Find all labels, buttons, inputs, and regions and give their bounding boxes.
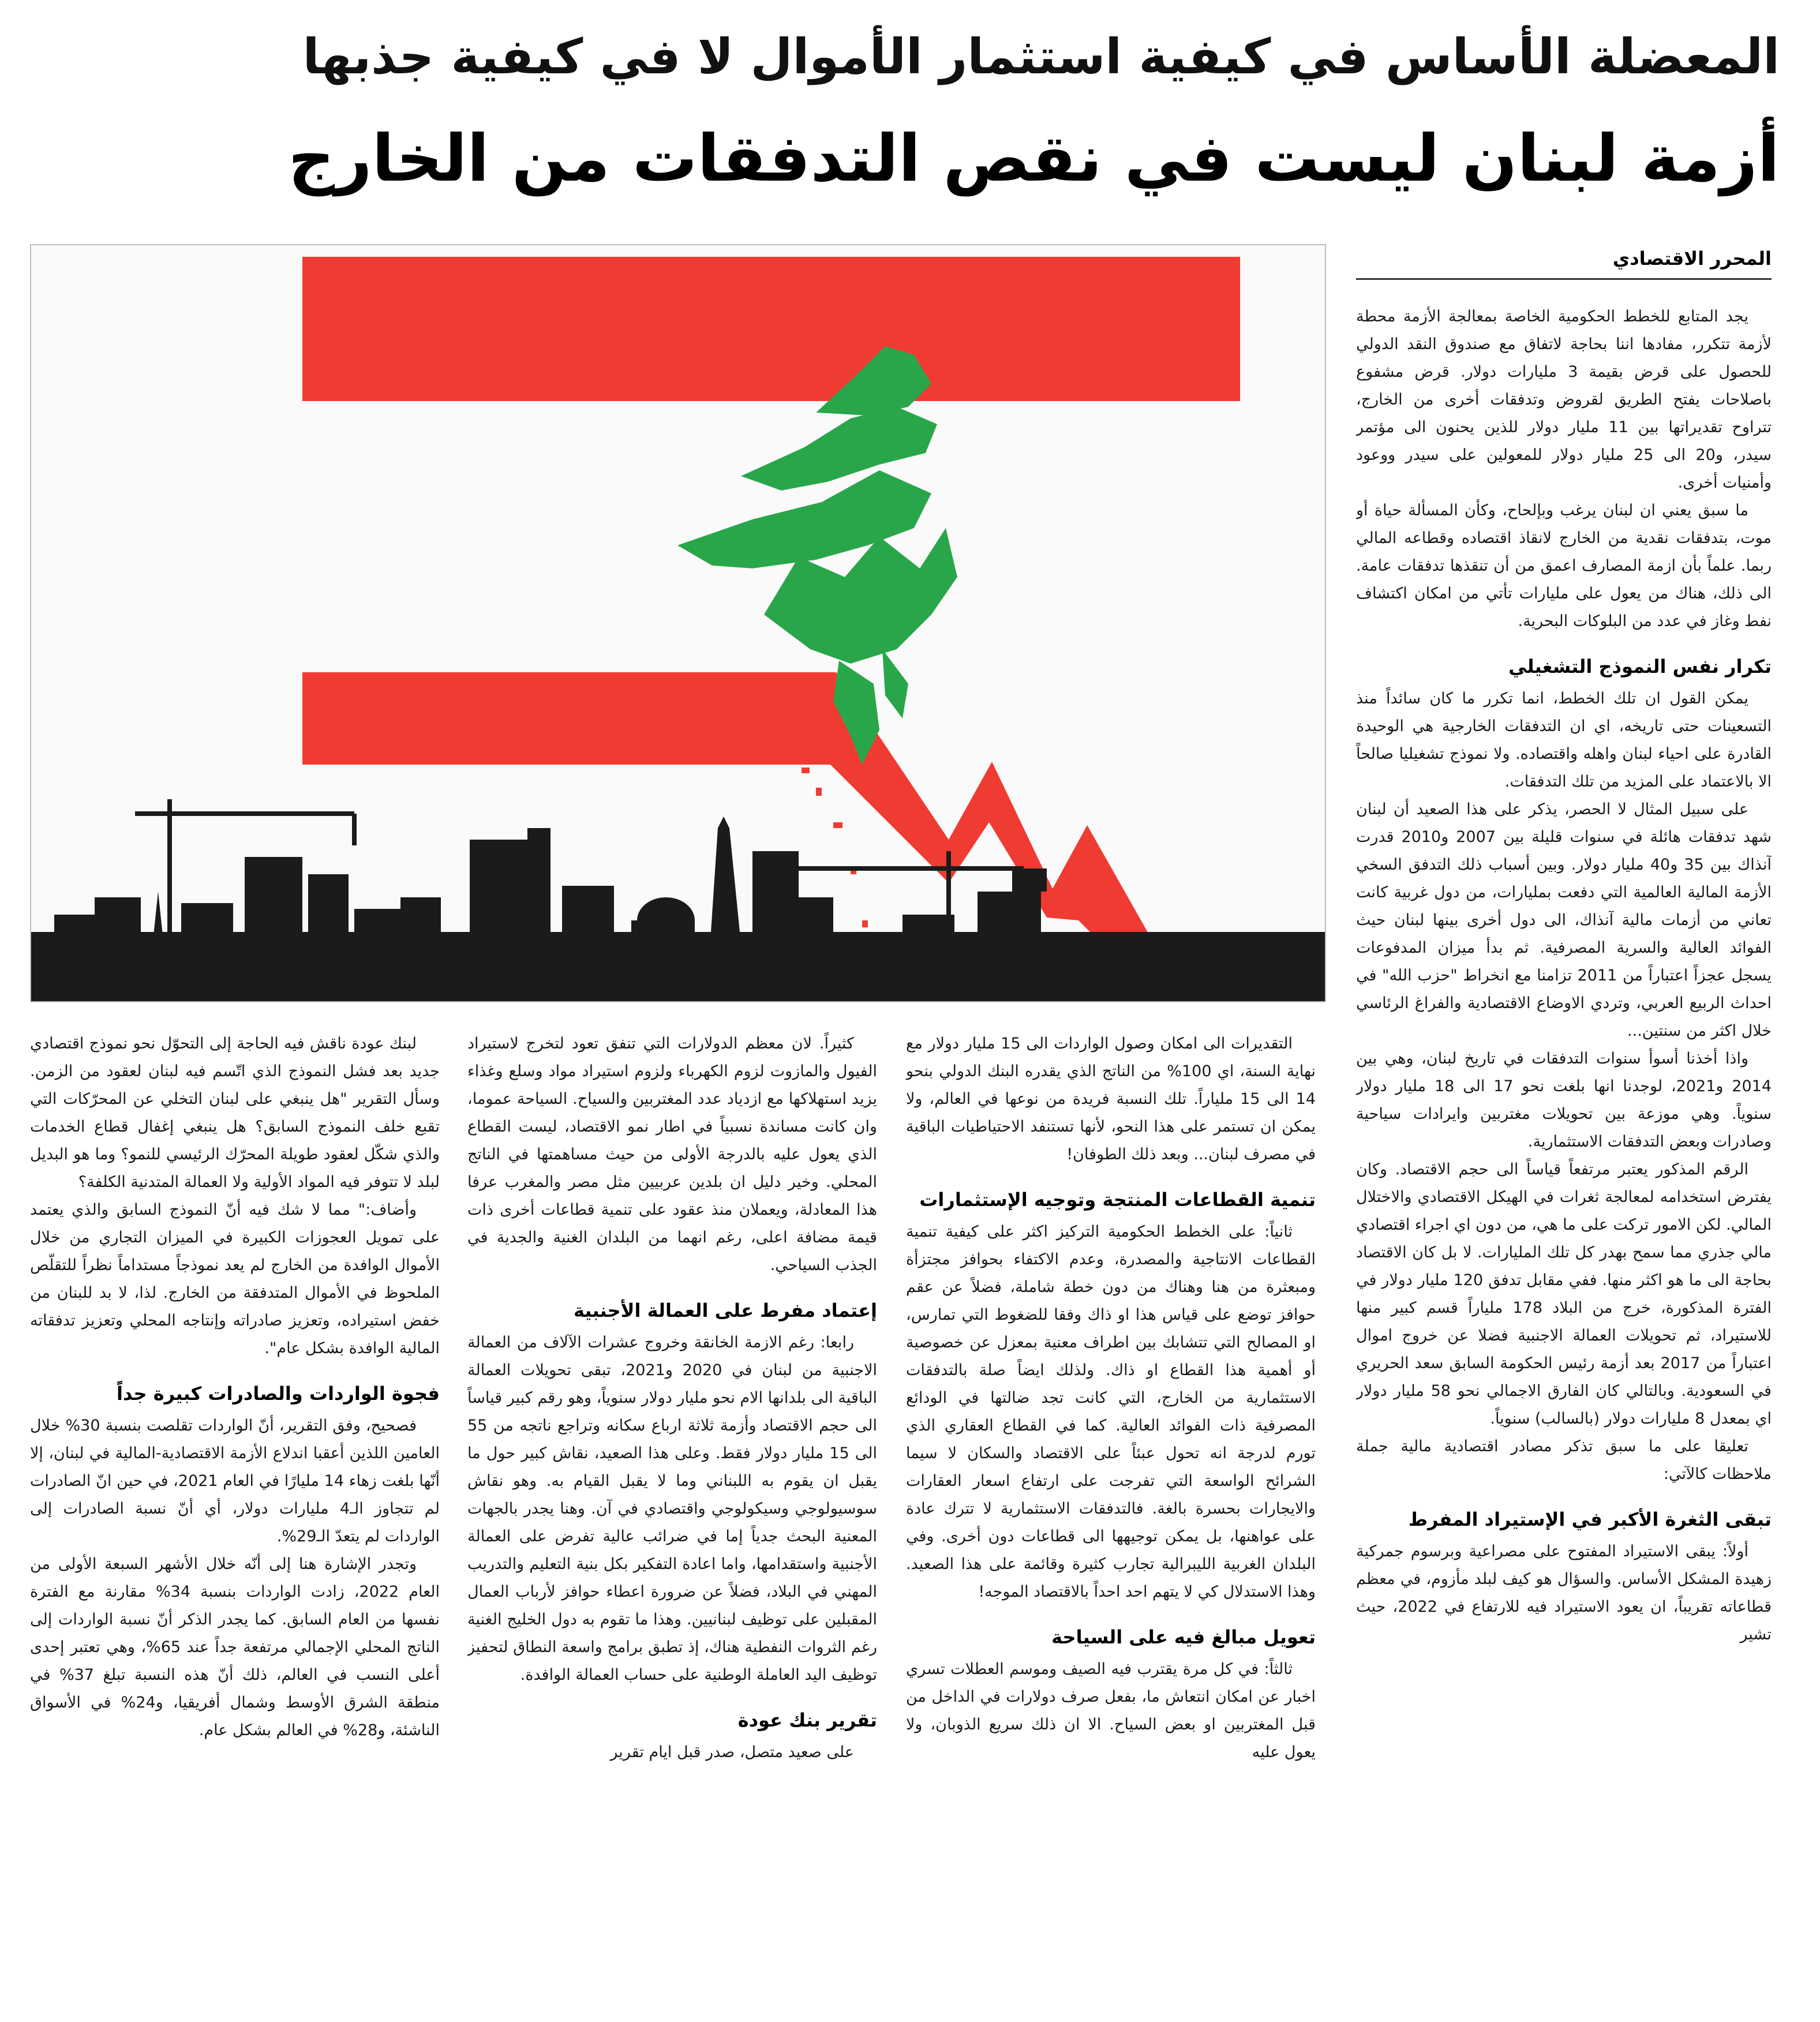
paragraph: التقديرات الى امكان وصول الواردات الى 15 مليار دولار مع نهاية السنة، اي 100% من الناتج الذي يقدره البنك الدولي بنحو 14 الى 15 ملياراً. تلك النسبة فريدة من نوعها في العالم، ولا يمكن ان تستمر على هذا النحو، لأنها تستنفد الاحتياطيات الباقية في مصرف لبنان... وبعد ذلك الطوفان! <box>906 1035 1316 1163</box>
paragraph: رابعا: رغم الازمة الخانقة وخروج عشرات الآلاف من العمالة الاجنبية من لبنان في 2020 و2021، تبقى تحويلات العمالة الباقية الى بلدانها الام نحو مليار دولار سنوياً، وهو رقم كبير قياساً الى حجم الاقتصاد وأزمة ثلاثة ارباع سكانه وتراجع ناتجه من 55 الى 15 مليار دولار فقط. وعلى هذا الصعيد، نقاش كبير حول ما يقبل ان يقوم به اللبناني وما لا يقبل القيام به. وهو نقاش سوسيولوجي وسيكولوجي واقتصادي في آن. وهنا يجدر بالجهات المعنية البحث جدياً إما في ضرائب عالية تفرض على العمالة الأجنبية واستقدامها، واما اعادة التفكير بكل بنية التعليم والتدريب المهني في البلاد، فضلاً عن ضرورة اعطاء حوافز لأرباب العمال المقبلين على توظيف لبنانيين. وهذا ما تقوم به دول الخليج الغنية رغم الثروات النفطية هناك، إذ تطبق برامج واسعة النطاق لتحفيز توظيف اليد العاملة الوطنية على حساب العمالة الوافدة. <box>467 1334 877 1684</box>
byline-container <box>1356 242 1772 280</box>
column-4 <box>30 1030 440 2005</box>
paragraph: ما سبق يعني ان لبنان يرغب وبإلحاح، وكأن المسألة حياة أو موت، بتدفقات نقدية من الخارج لانقاذ اقتصاده وقطاعه المالي ربما. علماً بأن ازمة المصارف اعمق من أن تنقذها تدفقات عامة. الى ذلك، هناك من يعول على مليارات تأتي من امكان اكتشاف نفط وغاز في عدد من البلوكات البحرية. <box>1356 501 1772 630</box>
byline: المحرر الاقتصادي <box>1612 248 1772 269</box>
column-1 <box>1356 242 1772 2008</box>
paragraph: ثالثاً: في كل مرة يقترب فيه الصيف وموسم العطلات تسري اخبار عن امكان انتعاش ما، بفعل صرف دولارات في الداخل من قبل المغتربين او بعض السياح. الا ان ذلك سريع الذوبان، ولا يعول عليه <box>906 1660 1316 1761</box>
paragraph: لبنك عودة ناقش فيه الحاجة إلى التحوّل نحو نموذج اقتصادي جديد بعد فشل النموذج الذي اتّسم فيه لبنان لعقود من الزمن. وسأل التقرير "هل ينبغي على لبنان التخلي عن المحرّكات التي تقبع خلف النموذج السابق؟ هل ينبغي إغفال قطاع الخدمات والذي شكّل لعقود طويلة المحرّك الرئيسي للنمو؟ وما هو البديل لبلد لا تتوفر فيه المواد الأولية ولا العمالة المتدنية الكلفة؟ <box>30 1035 440 1191</box>
section-heading: تبقى الثغرة الأكبر في الإستيراد المفرط <box>1408 1508 1772 1530</box>
article-kicker: المعضلة الأساس في كيفية استثمار الأموال لا في كيفية جذبها <box>302 28 1780 85</box>
column-2 <box>906 1030 1316 2005</box>
paragraph: على سبيل المثال لا الحصر، يذكر على هذا الصعيد أن لبنان شهد تدفقات هائلة في سنوات قليلة بين 2007 و2010 قدرت آنذاك بين 35 و40 مليار دولار. وبين أسباب ذلك التدفق السخي الأزمة المالية العالمية التي دفعت بمليارات، من دول غربية كانت تعاني من أزمات مالية آنذاك، الى دول أخرى بينها لبنان حيث الفوائد العالية والسرية المصرفية. ثم بدأ ميزان المدفوعات يسجل عجزاً اعتباراً من 2011 تزامنا مع انخراط "حزب الله" في احداث الربيع العربي، وتردي الاوضاع الاقتصادية والفراغ الرئاسي خلال اكثر من سنتين... <box>1356 800 1772 1040</box>
section-heading: تكرار نفس النموذج التشغيلي <box>1508 656 1772 677</box>
section-heading: تعويل مبالغ فيه على السياحة <box>1051 1626 1316 1648</box>
paragraph: تعليقا على ما سبق تذكر مصادر اقتصادية مالية جملة ملاحظات كالآتي: <box>1356 1437 1772 1483</box>
paragraph: فصحيح، وفق التقرير، أنّ الواردات تقلصت بنسبة 30% خلال العامين اللذين أعقبا اندلاع الأزمة الاقتصادية-المالية في لبنان، إلا أنّها بلغت زهاء 14 مليارًا في العام 2021، في حين انّ الصادرات لم تتجاوز الـ4 مليارات دولار، أي أنّ نسبة الصادرات إلى الواردات لم يتعدّ الـ29%. <box>30 1417 440 1545</box>
article-headline: أزمة لبنان ليست في نقص التدفقات من الخارج <box>288 121 1780 196</box>
paragraph: أولاً: يبقى الاستيراد المفتوح على مصراعية وبرسوم جمركية زهيدة المشكل الأساس. والسؤال هو كيف لبلد مأزوم، في معظم قطاعاته تقريباً، ان يعود الاستيراد فيه للارتفاع في 2022، حيث تشير <box>1356 1542 1772 1643</box>
section-heading: إعتماد مفرط على العمالة الأجنبية <box>573 1300 877 1321</box>
paragraph: كثيراً. لان معظم الدولارات التي تنفق تعود لتخرج لاستيراد الفيول والمازوت لزوم الكهرباء ولزوم استيراد مواد وسلع وغذاء يزيد استهلاكها مع ازدياد عدد المغتربين والسياح. السياحة عموما، وان كانت مساندة نسبياً في اطار نمو الاقتصاد، ليست القطاع الذي يعول عليه بالدرجة الأولى من حيث مساهمتها في الناتج المحلي. وخير دليل ان بلدين عربيين مثل مصر والمغرب عرفا هذا المعادلة، ويعملان منذ عقود على تنمية قطاعات أخرى ذات قيمة مضافة اعلى، رغم انهما من البلدان الغنية والجدية في الجذب السياحي. <box>467 1035 877 1274</box>
column-3 <box>467 1030 877 2005</box>
paragraph: وأضاف:" مما لا شك فيه أنّ النموذج السابق والذي يعتمد على تمويل العجوزات الكبيرة في الميزان التجاري من خلال الأموال الوافدة من الخارج لم يعد نموذجاً مستداماً نظراً للتقلّص الملحوظ في الأموال المتدفقة من الخارج. لذا، لا بد للبنان من خفض استيراده، وتعزيز صادراته وإنتاجه المحلي وتعزيز تدفقاته المالية الوافدة بشكل عام". <box>30 1201 440 1357</box>
section-heading: تنمية القطاعات المنتجة وتوجيه الإستثمارات <box>919 1189 1316 1211</box>
paragraph: الرقم المذكور يعتبر مرتفعاً قياساً الى حجم الاقتصاد. وكان يفترض استخدامه لمعالجة ثغرات في الهيكل الاقتصادي والاختلال المالي. لكن الامور تركت على ما هي، من دون اي اجراء اقتصادي مالي جذري مما سمح بهدر كل تلك المليارات. لا بل كان الاقتصاد بحاجة الى ما هو اكثر منها. ففي مقابل تدفق 120 مليار دولار في الفترة المذكورة، خرج من البلاد 178 ملياراً قسم كبير منها للاستيراد، ثم تحويلات العمالة الاجنبية فضلا عن خروج اموال اعتباراً من 2017 بعد أزمة رئيس الحكومة السابق سعد الحريري في السعودية. وبالتالي كان الفارق الاجمالي نحو 58 مليار دولار اي بمعدل 8 مليارات دولار (بالسالب) سنوياً. <box>1356 1160 1772 1428</box>
paragraph: على صعيد متصل، صدر قبل ايام تقرير <box>610 1743 854 1761</box>
flag-top-band <box>302 257 1240 401</box>
section-heading: فجوة الواردات والصادرات كبيرة جداً <box>117 1383 440 1405</box>
paragraph: ثانياً: على الخطط الحكومية التركيز اكثر على كيفية تنمية القطاعات الانتاجية والمصدرة، وعدم الاكتفاء بحوافز مجتزأة ومبعثرة من هنا وهناك من دون خطة شاملة، فضلاً عن عقم حوافز توضع على قياس هذا او ذاك وفقا للضغوط التي تمارس، او المصالح التي تتشابك بين اطراف معنية بمعزل عن خصوصية أو أهمية هذا القطاع او ذاك. ولذلك ايضاً صلة بالتدفقات الاستثمارية من الخارج، التي كانت تجد ضالتها في الودائع المصرفية ذات الفوائد العالية. كما في القطاع العقاري الذي تورم لدرجة انه تحول عبئاً على الاقتصاد والسكان لا سيما الشرائح الواسعة التي تفرجت على ارتفاع اسعار العقارات والايجارات بحسرة بالغة. فالتدفقات الاستثمارية لا تترك عادة على عواهنها، بل يمكن توجيهها الى قطاعات دون أخرى. وفي البلدان الغربية الليبرالية تجارب كثيرة وقائمة على هذا الصعيد. وهذا الاستدلال كي لا يتهم احد احداً بالاقتصاد الموجه! <box>906 1223 1316 1601</box>
section-heading: تقرير بنك عودة <box>737 1709 877 1731</box>
paragraph: يجد المتابع للخطط الحكومية الخاصة بمعالجة الأزمة محطة لأزمة تتكرر، مفادها اننا بحاجة لاتفاق مع صندوق النقد الدولي للحصول على قرض بقيمة 3 مليارات دولار. قرض مشفوع باصلاحات يفتح الطريق لقروض وتدفقات أخرى من الخارج، تتراوح تقديراتها بين 11 مليار دولار للذين يحنون الى مؤتمر سيدر، و20 الى 25 مليار دولار للمعولين على سيدر ووعود وأمنيات أخرى. <box>1356 308 1772 492</box>
paragraph: يمكن القول ان تلك الخطط، انما تكرر ما كان سائداً منذ التسعينات حتى تاريخه، اي ان التدفقات الخارجية هي الوحيدة القادرة على احياء لبنان واهله واقتصاده. ولا نموذج تشغيليا صالحاً الا بالاعتماد على المزيد من تلك التدفقات. <box>1356 690 1772 791</box>
paragraph: وتجدر الإشارة هنا إلى أنّه خلال الأشهر السبعة الأولى من العام 2022، زادت الواردات بنسبة 34% مقارنة مع الفترة نفسها من العام السابق. كما يجدر الذكر أنّ نسبة الواردات إلى الناتج المحلي الإجمالي مرتفعة جداً عند 65%، وهي تعتبر إحدى أعلى النسب في العالم، ذلك أنّ هذه النسبة تبلغ 37% في منطقة الشرق الأوسط وشمال أفريقيا، و24% في الأسواق الناشئة، و28% في العالم بشكل عام. <box>30 1555 440 1739</box>
paragraph: واذا أخذنا أسوأ سنوات التدفقات في تاريخ لبنان، وهي بين 2014 و2021، لوجدنا انها بلغت نحو 17 الى 18 مليار دولار سنوياً. وهي موزعة بين تحويلات مغتربين وايرادات سياحية وصادرات وبعض التدفقات الاستثمارية. <box>1356 1050 1772 1151</box>
article-illustration <box>30 244 1326 1002</box>
